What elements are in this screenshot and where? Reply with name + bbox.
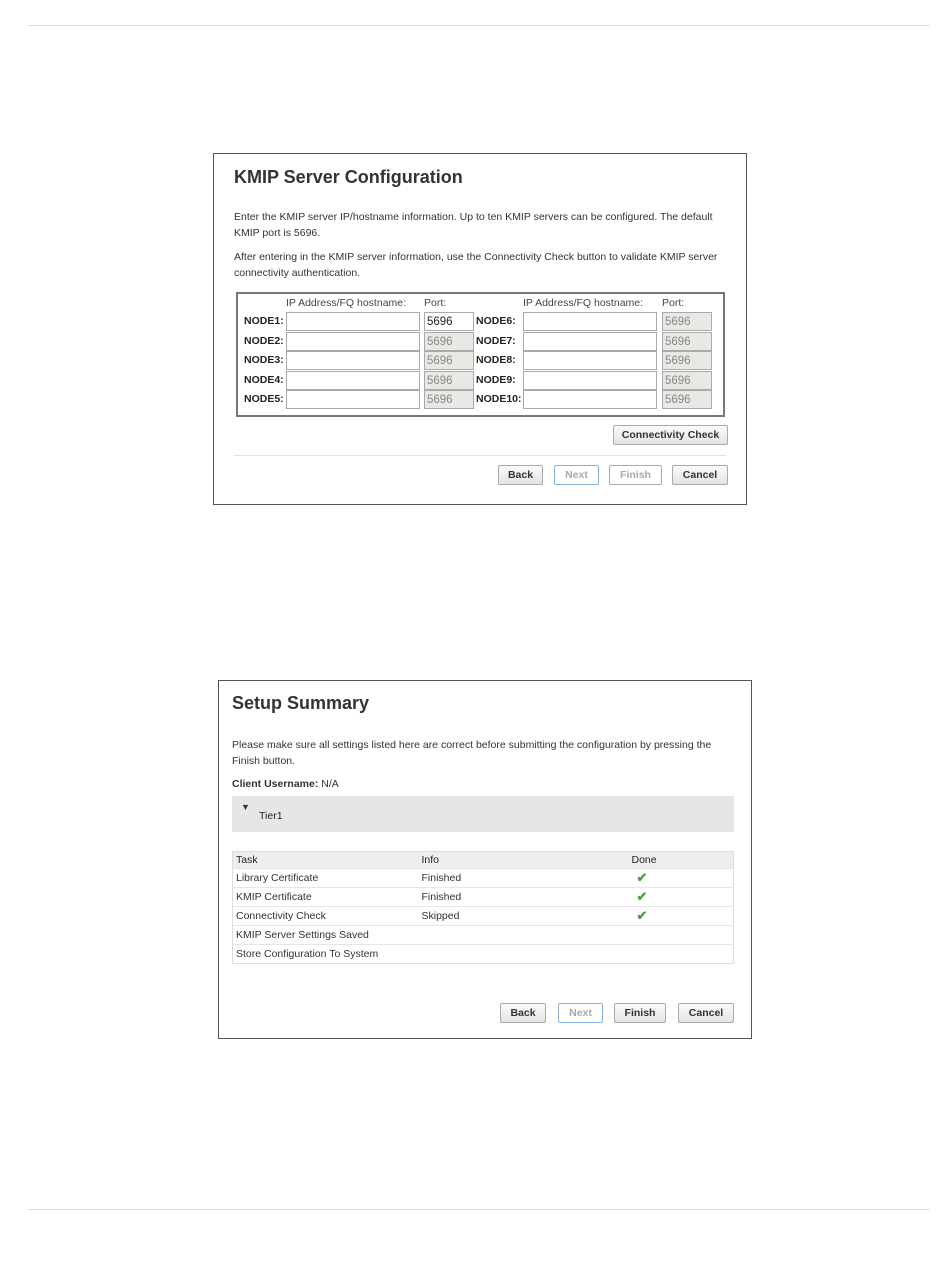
done-cell: [629, 888, 734, 907]
node-port-input[interactable]: 5696: [424, 371, 474, 390]
port-header-left: Port:: [424, 297, 447, 309]
task-cell: KMIP Server Settings Saved: [233, 926, 419, 945]
cancel-button[interactable]: Cancel: [672, 465, 728, 485]
back-button[interactable]: Back: [498, 465, 543, 485]
table-row: [233, 945, 734, 964]
next-button[interactable]: Next: [558, 1003, 603, 1023]
summary-table: [232, 851, 734, 964]
node-label: NODE8:: [476, 354, 516, 366]
node-label: NODE6:: [476, 315, 516, 327]
client-username-value: N/A: [321, 778, 339, 790]
node-ip-input[interactable]: [286, 351, 420, 370]
tier-label: Tier1: [259, 810, 283, 822]
node-label: NODE9:: [476, 373, 516, 386]
task-cell: Connectivity Check: [233, 907, 419, 926]
table-row: [233, 869, 734, 888]
done-cell: [629, 869, 734, 888]
node-label: NODE2:: [244, 334, 284, 347]
info-cell: Skipped: [419, 907, 629, 926]
info-cell: [419, 926, 629, 945]
info-cell: Finished: [419, 888, 629, 907]
node-label: NODE4:: [244, 373, 284, 386]
instructions-text: After entering in the KMIP server information, use the Connectivity Check button to validate KMIP server connectivity authentication.: [234, 251, 718, 279]
ip-header-right: IP Address/FQ hostname:: [523, 297, 644, 309]
finish-button[interactable]: Finish: [614, 1003, 666, 1023]
setup-summary-dialog: [218, 680, 752, 1039]
bottom-divider: [28, 1209, 930, 1210]
task-cell: Store Configuration To System: [233, 945, 419, 964]
table-row: [233, 907, 734, 926]
connectivity-check-button[interactable]: Connectivity Check: [613, 425, 728, 445]
node-ip-input[interactable]: [523, 371, 657, 390]
node-port-input[interactable]: 5696: [424, 312, 474, 331]
node-label: NODE7:: [476, 334, 516, 347]
finish-button[interactable]: Finish: [609, 465, 662, 485]
node-ip-input[interactable]: [286, 332, 420, 351]
node-table: [236, 292, 725, 417]
dialog-title: Setup Summary: [232, 693, 370, 713]
node-port-input[interactable]: 5696: [662, 390, 712, 409]
node-label: NODE1:: [244, 315, 284, 327]
client-username: [232, 776, 339, 792]
next-button[interactable]: Next: [554, 465, 599, 485]
column-header-done: Done: [629, 852, 734, 869]
node-ip-input[interactable]: [286, 312, 420, 331]
dialog-title: KMIP Server Configuration: [234, 167, 463, 187]
node-label: NODE5:: [244, 393, 284, 405]
port-header-right: Port:: [662, 297, 685, 309]
node-ip-input[interactable]: [523, 332, 657, 351]
client-username-label: Client Username:: [232, 778, 319, 790]
cancel-button[interactable]: Cancel: [678, 1003, 734, 1023]
back-button[interactable]: Back: [500, 1003, 546, 1023]
ip-header-left: IP Address/FQ hostname:: [286, 297, 407, 309]
checkmark-icon: ✔: [636, 870, 648, 885]
done-cell: [629, 926, 734, 945]
node-port-input[interactable]: 5696: [424, 351, 474, 370]
node-label: NODE10:: [476, 393, 522, 405]
column-header-task: Task: [233, 852, 419, 869]
kmip-config-dialog: [213, 153, 747, 505]
task-cell: Library Certificate: [233, 869, 419, 888]
done-cell: [629, 945, 734, 964]
top-divider: [28, 25, 930, 26]
node-port-input[interactable]: 5696: [662, 312, 712, 331]
intro-text: Please make sure all settings listed here are correct before submitting the configuration by pressing the Finish button.: [232, 739, 712, 767]
table-row: [233, 926, 734, 945]
node-port-input[interactable]: 5696: [424, 390, 474, 409]
node-ip-input[interactable]: [286, 371, 420, 390]
collapse-triangle-icon[interactable]: ▼: [241, 802, 250, 812]
node-port-input[interactable]: 5696: [662, 332, 712, 351]
node-label: NODE3:: [244, 354, 284, 366]
intro-text: Enter the KMIP server IP/hostname information. Up to ten KMIP servers can be configured. The default KMIP port is 5696.: [234, 211, 713, 239]
node-ip-input[interactable]: [523, 312, 657, 331]
node-port-input[interactable]: 5696: [424, 332, 474, 351]
done-cell: [629, 907, 734, 926]
divider: [234, 455, 726, 456]
info-cell: [419, 945, 629, 964]
info-cell: Finished: [419, 869, 629, 888]
tier-section-header[interactable]: [232, 796, 734, 832]
node-port-input[interactable]: 5696: [662, 371, 712, 390]
node-ip-input[interactable]: [523, 390, 657, 409]
node-port-input[interactable]: 5696: [662, 351, 712, 370]
table-row: [233, 888, 734, 907]
node-ip-input[interactable]: [523, 351, 657, 370]
column-header-info: Info: [419, 852, 629, 869]
checkmark-icon: ✔: [636, 908, 648, 923]
task-cell: KMIP Certificate: [233, 888, 419, 907]
node-ip-input[interactable]: [286, 390, 420, 409]
checkmark-icon: ✔: [636, 889, 648, 904]
